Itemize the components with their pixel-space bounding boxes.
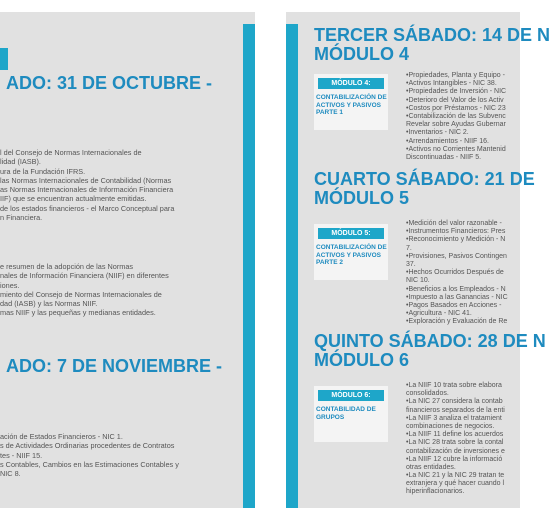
module-4-card — [314, 74, 388, 130]
list-item: •La NIIF 3 analiza el tratamient — [406, 414, 502, 422]
left-accent-strip — [243, 24, 255, 508]
topic-line: ura de la Fundación IFRS. — [0, 166, 86, 176]
topic-line: as Normas Internacionales de Información Financiera — [0, 185, 174, 195]
list-item: hiperinflacionarios. — [406, 488, 465, 496]
first-saturday-heading: ADO: 31 DE OCTUBRE - — [6, 73, 213, 93]
right-accent-strip — [286, 24, 298, 508]
list-item: •Reconocimiento y Medición - N — [406, 236, 506, 244]
list-item: 7. — [406, 244, 412, 252]
topic-line: dad (IASB) y las Normas NIIF. — [0, 299, 98, 309]
module-4-badge: MÓDULO 4: — [318, 78, 384, 89]
list-item: •Deterioro del Valor de los Activ — [406, 96, 504, 104]
list-item: •Costos por Préstamos - NIC 23 — [406, 104, 506, 112]
list-item: •Medición del valor razonable - — [406, 220, 502, 227]
left-accent-tab — [0, 48, 8, 70]
topic-line: NIC 8. — [0, 469, 21, 479]
list-item: combinaciones de negocios. — [406, 422, 495, 430]
topic-line: miento del Consejo de Normas Internacionales de — [0, 289, 162, 299]
topic-line: iones. — [0, 280, 20, 290]
list-item: •Agricultura - NIC 41. — [406, 310, 472, 318]
module-5-heading: MÓDULO 5 — [314, 188, 410, 208]
module-4-subtitle: CONTABILIZACIÓN DE ACTIVOS Y PASIVOS PARTE 1 — [316, 94, 387, 116]
topic-line: l del Consejo de Normas Internacionales de — [0, 148, 142, 157]
list-item: 37. — [406, 260, 416, 268]
left-page — [0, 12, 255, 508]
topic-line: las Normas Internacionales de Contabilidad (Normas — [0, 175, 172, 185]
list-item: •Activos no Corrientes Mantenid — [406, 145, 506, 153]
list-item: •Contabilización de las Subvenc — [406, 112, 506, 120]
second-saturday-heading: ADO: 7 DE NOVIEMBRE - — [6, 356, 223, 376]
module-4-topics — [406, 72, 506, 162]
list-item: extranjera y qué hacer cuando l — [406, 480, 505, 488]
list-item: •La NIIF 12 cubre la informació — [406, 455, 503, 463]
module-6-topics — [406, 382, 505, 497]
topic-line: ación de Estados Financieros - NIC 1. — [0, 432, 123, 441]
topic-line: n Financiera. — [0, 213, 43, 223]
second-saturday-topics — [0, 432, 179, 478]
topic-line: tes - NIIF 15. — [0, 450, 43, 460]
list-item: •Hechos Ocurridos Después de — [406, 269, 504, 277]
list-item: •Activos Intangibles - NIC 38. — [406, 80, 497, 88]
module-4-heading: MÓDULO 4 — [314, 44, 410, 64]
topic-line: s Contables, Cambios en las Estimaciones Contables y — [0, 459, 179, 469]
list-item: consolidados. — [406, 390, 449, 398]
list-item: •Pagos Basados en Acciones - — [406, 301, 502, 309]
module-6-badge: MÓDULO 6: — [318, 390, 384, 401]
list-item: contabilización de inversiones e — [406, 447, 505, 455]
fifth-saturday-heading: QUINTO SÁBADO: 28 DE N — [314, 331, 546, 351]
third-saturday-heading: TERCER SÁBADO: 14 DE N — [314, 25, 550, 45]
module-5-badge: MÓDULO 5: — [318, 228, 384, 239]
fourth-saturday-heading: CUARTO SÁBADO: 21 DE — [314, 169, 535, 189]
topic-line: mas NIIF y las pequeñas y medianas entidades. — [0, 308, 156, 318]
topic-line: s de Actividades Ordinarias procedentes de Contratos — [0, 441, 175, 451]
right-page — [286, 12, 550, 508]
topic-line: nales de Información Financiera (NIIF) en diferentes — [0, 271, 169, 281]
module-6-subtitle: CONTABILIDAD DE GRUPOS — [316, 406, 376, 421]
topic-line: IIF) que se encuentran actualmente emitidas. — [0, 194, 147, 204]
list-item: Discontinuadas - NIIF 5. — [406, 153, 482, 161]
topic-line: de los estados financieros - el Marco Conceptual para — [0, 203, 175, 213]
module-5-card — [314, 224, 388, 280]
list-item: •La NIIF 11 define los acuerdos — [406, 431, 504, 439]
list-item: •Inventarios - NIC 2. — [406, 129, 469, 137]
module-6-card — [314, 386, 388, 442]
list-item: otras entidades. — [406, 463, 456, 471]
list-item: financieros separados de la enti — [406, 406, 505, 414]
list-item: •La NIIF 10 trata sobre elabora — [406, 382, 502, 389]
list-item: •Provisiones, Pasivos Contingen — [406, 252, 507, 260]
list-item: •Propiedades, Planta y Equipo - — [406, 72, 505, 79]
list-item: •La NIC 27 considera la contab — [406, 398, 503, 406]
first-saturday-topics — [0, 148, 174, 222]
list-item: •La NIC 21 y la NIC 29 tratan te — [406, 472, 505, 480]
list-item: •Instrumentos Financieros: Pres — [406, 228, 506, 236]
module-5-subtitle: CONTABILIZACIÓN DE ACTIVOS Y PASIVOS PARTE 2 — [316, 244, 387, 266]
module-6-heading: MÓDULO 6 — [314, 350, 410, 370]
module-5-topics — [406, 220, 508, 326]
list-item: •Arrendamientos - NIIF 16. — [406, 137, 489, 145]
list-item: NIC 10. — [406, 277, 430, 285]
topic-line: e resumen de la adopción de las Normas — [0, 262, 134, 271]
list-item: •Propiedades de Inversión - NIC — [406, 88, 507, 96]
list-item: •La NIC 28 trata sobre la contal — [406, 439, 504, 447]
list-item: •Impuesto a las Ganancias - NIC — [406, 293, 508, 301]
topic-line: lidad (IASB). — [0, 157, 41, 167]
list-item: •Beneficios a los Empleados - N — [406, 285, 506, 293]
list-item: Revelar sobre Ayudas Gubernar — [406, 121, 506, 129]
first-saturday-topics-part-2 — [0, 262, 169, 318]
list-item: •Exploración y Evaluación de Re — [406, 318, 508, 326]
